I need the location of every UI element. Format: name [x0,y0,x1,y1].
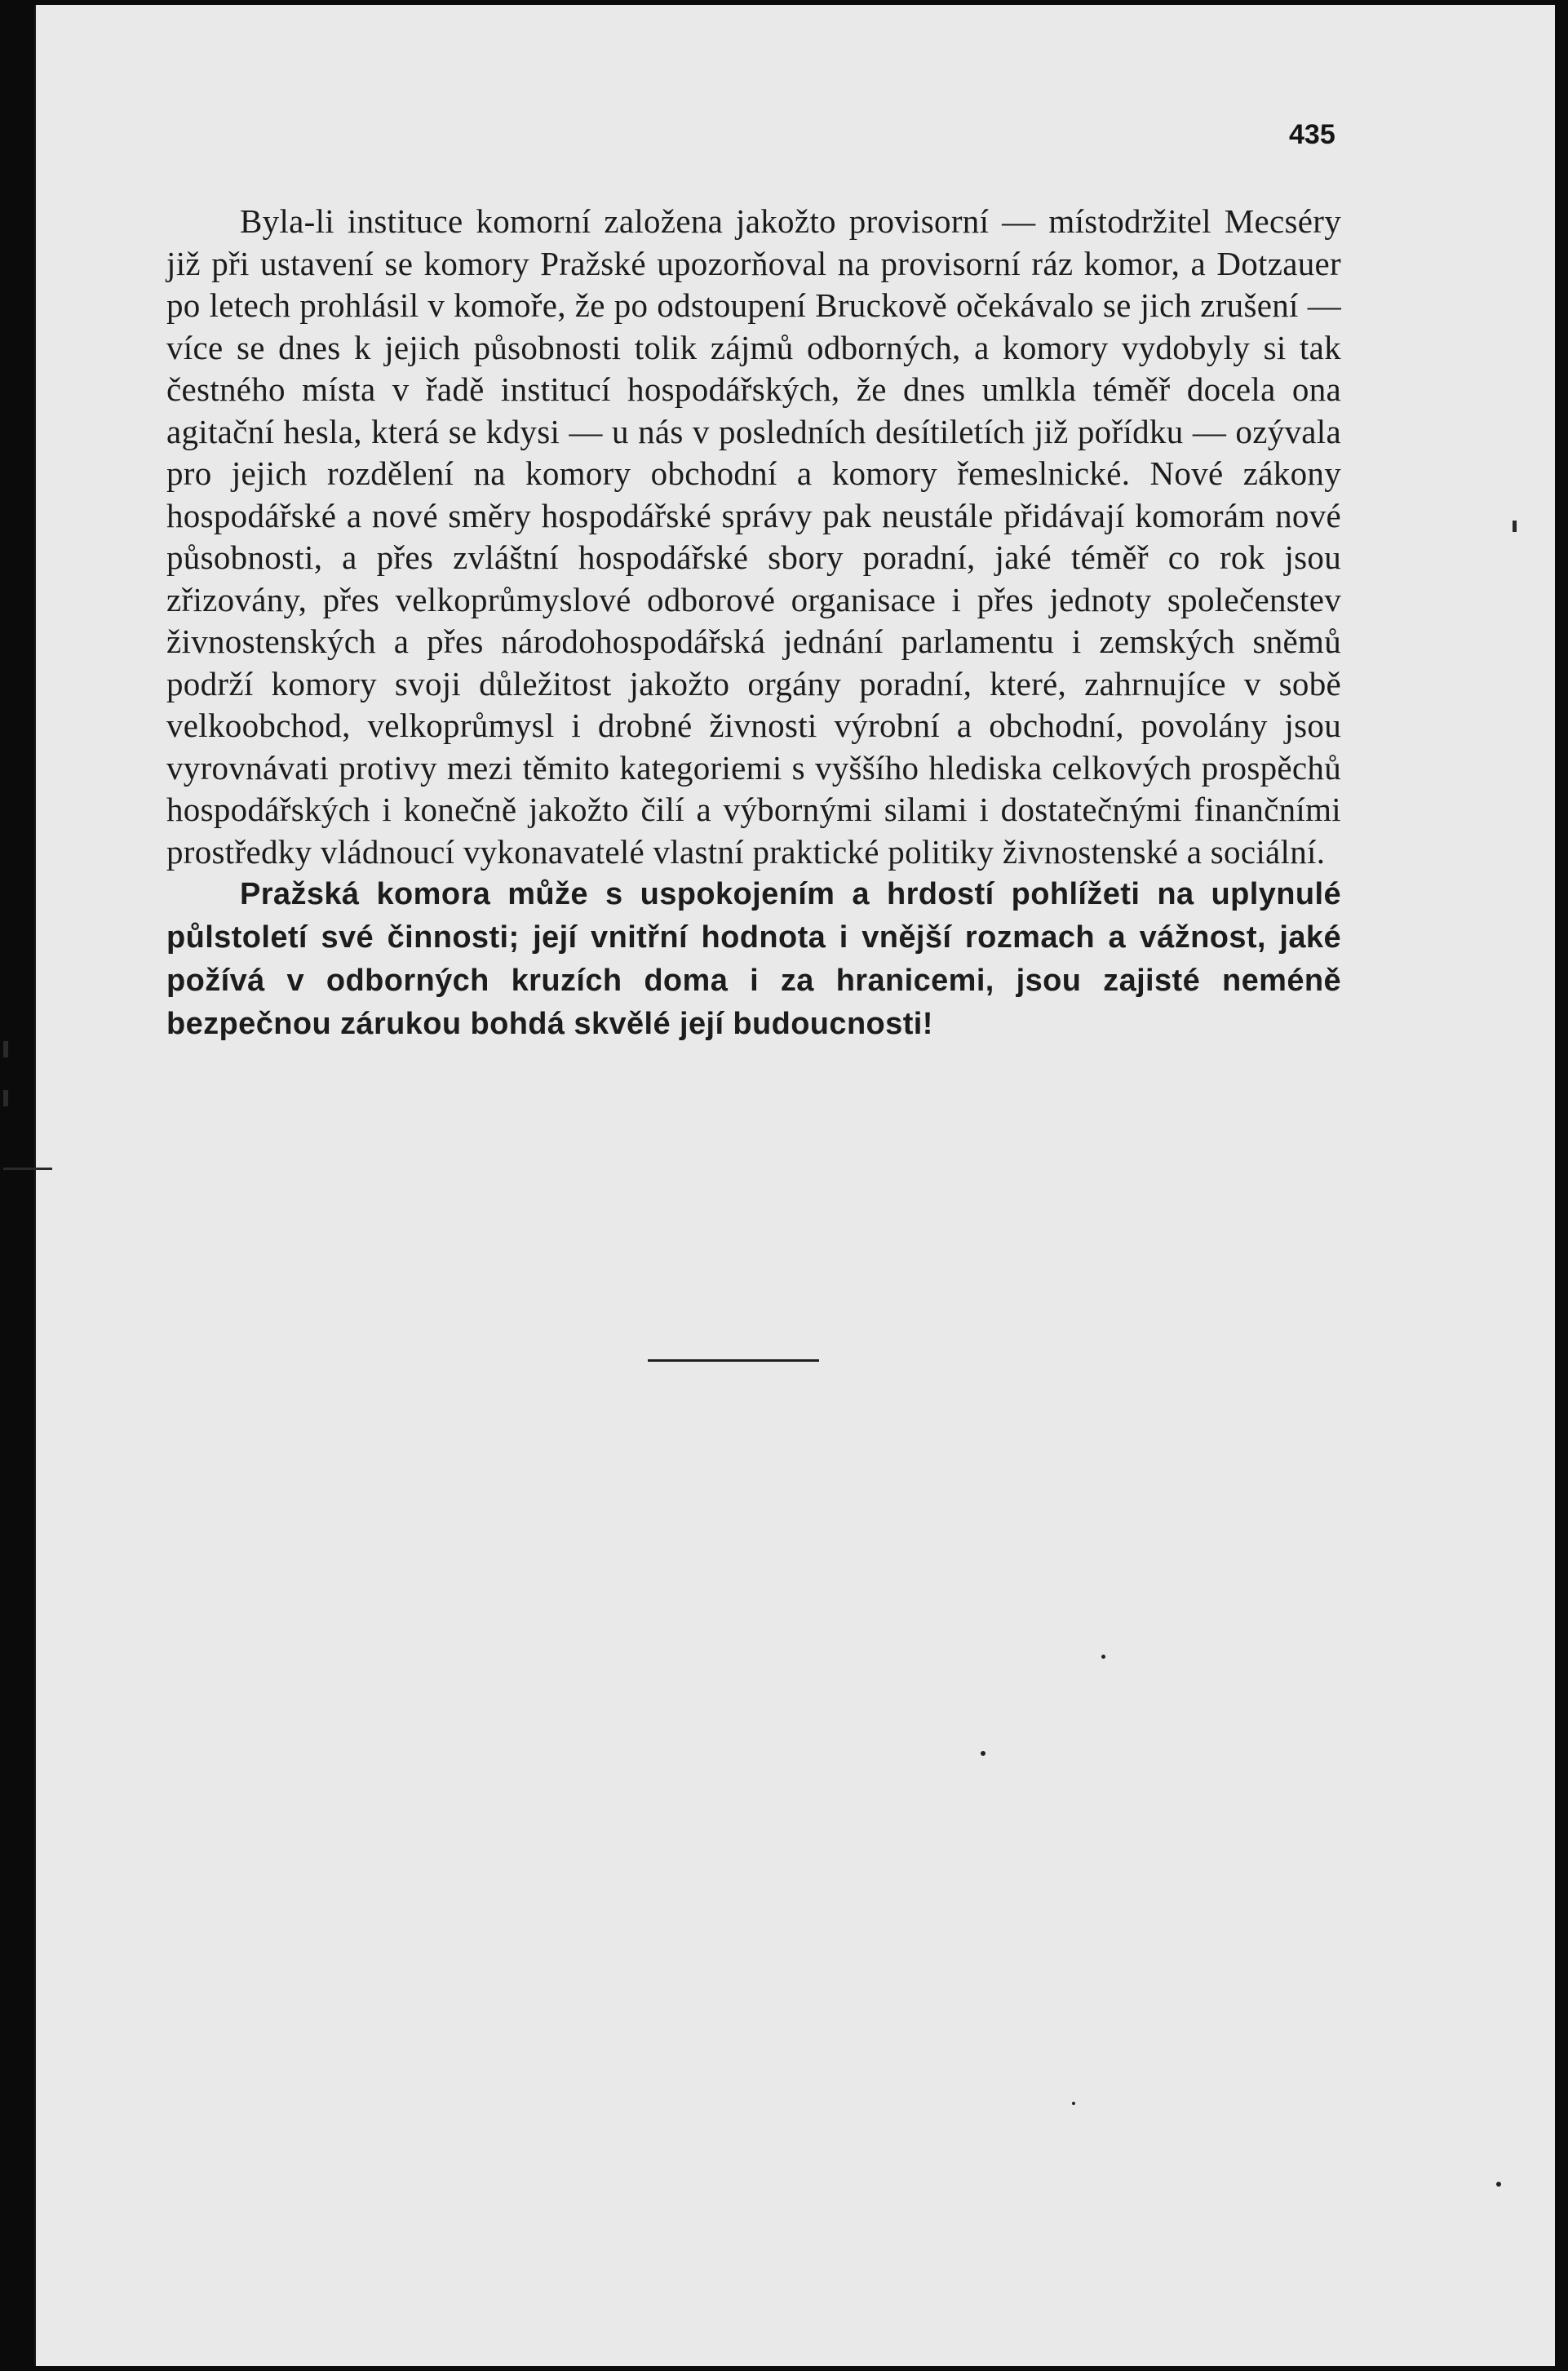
margin-mark-left-1 [3,1041,8,1057]
paragraph-2: Pražská komora může s uspokojením a hrdostí pohlížeti na uplynulé půlstoletí své činnosti; její vnitřní hodnota i vnější rozmach a vážnost, jaké požívá v odborných kruzích doma i za hranicemi, jsou zajisté neméně bezpečnou zárukou bohdá skvělé její budoucnosti! [166,877,1341,1041]
margin-mark-left-3 [3,1168,52,1170]
speck-2 [981,1751,986,1756]
margin-mark-left-2 [3,1090,8,1106]
margin-mark-top [1513,521,1517,532]
paragraph-1: Byla-li instituce komorní založena jakožto provisorní — místodržitel Mecséry již při ustavení se komory Pražské upozorňoval na provisorní ráz komor, a Dotzauer po letech prohlásil v komoře, že po odstoupení Bruckově očekávalo se jich zrušení — více se dnes k jejich působnosti tolik zájmů odborných, a komory vydobyly si tak čestného místa v řadě institucí hospodářských, že dnes umlkla téměř docela ona agitační hesla, která se kdysi — u nás v posledních desítiletích již pořídku — ozývala pro jejich rozdělení na komory obchodní a komory řemeslnické. Nové zákony hospodářské a nové směry hospodářské správy pak neustále přidávají komorám nové působnosti, a přes zvláštní hospodářské sbory poradní, jaké téměř co rok jsou zřizovány, přes velkoprůmyslové odborové organisace i přes jednoty společenstev živnostenských a přes národohospodářská jednání parlamentu i zemských sněmů podrží komory svoji důležitost jakožto orgány poradní, které, zahrnujíce v sobě velkoobchod, velkoprůmysl i drobné živnosti výrobní a obchodní, povolány jsou vyrovnávati protivy mezi těmito kategoriemi s vyššího hlediska celkových prospěchů hospodářských i konečně jakožto čilí a výbornými silami i dostatečnými finančními prostředky vládnoucí vykonavatelé vlastní praktické politiky živnostenské a sociální. [166,202,1341,871]
speck-1 [1101,1655,1105,1659]
body-text [166,201,1341,1046]
page-number: 435 [1289,119,1335,150]
section-divider [648,1359,819,1362]
speck-3 [1072,2102,1075,2105]
speck-4 [1496,2182,1501,2187]
document-page [34,5,1555,2366]
